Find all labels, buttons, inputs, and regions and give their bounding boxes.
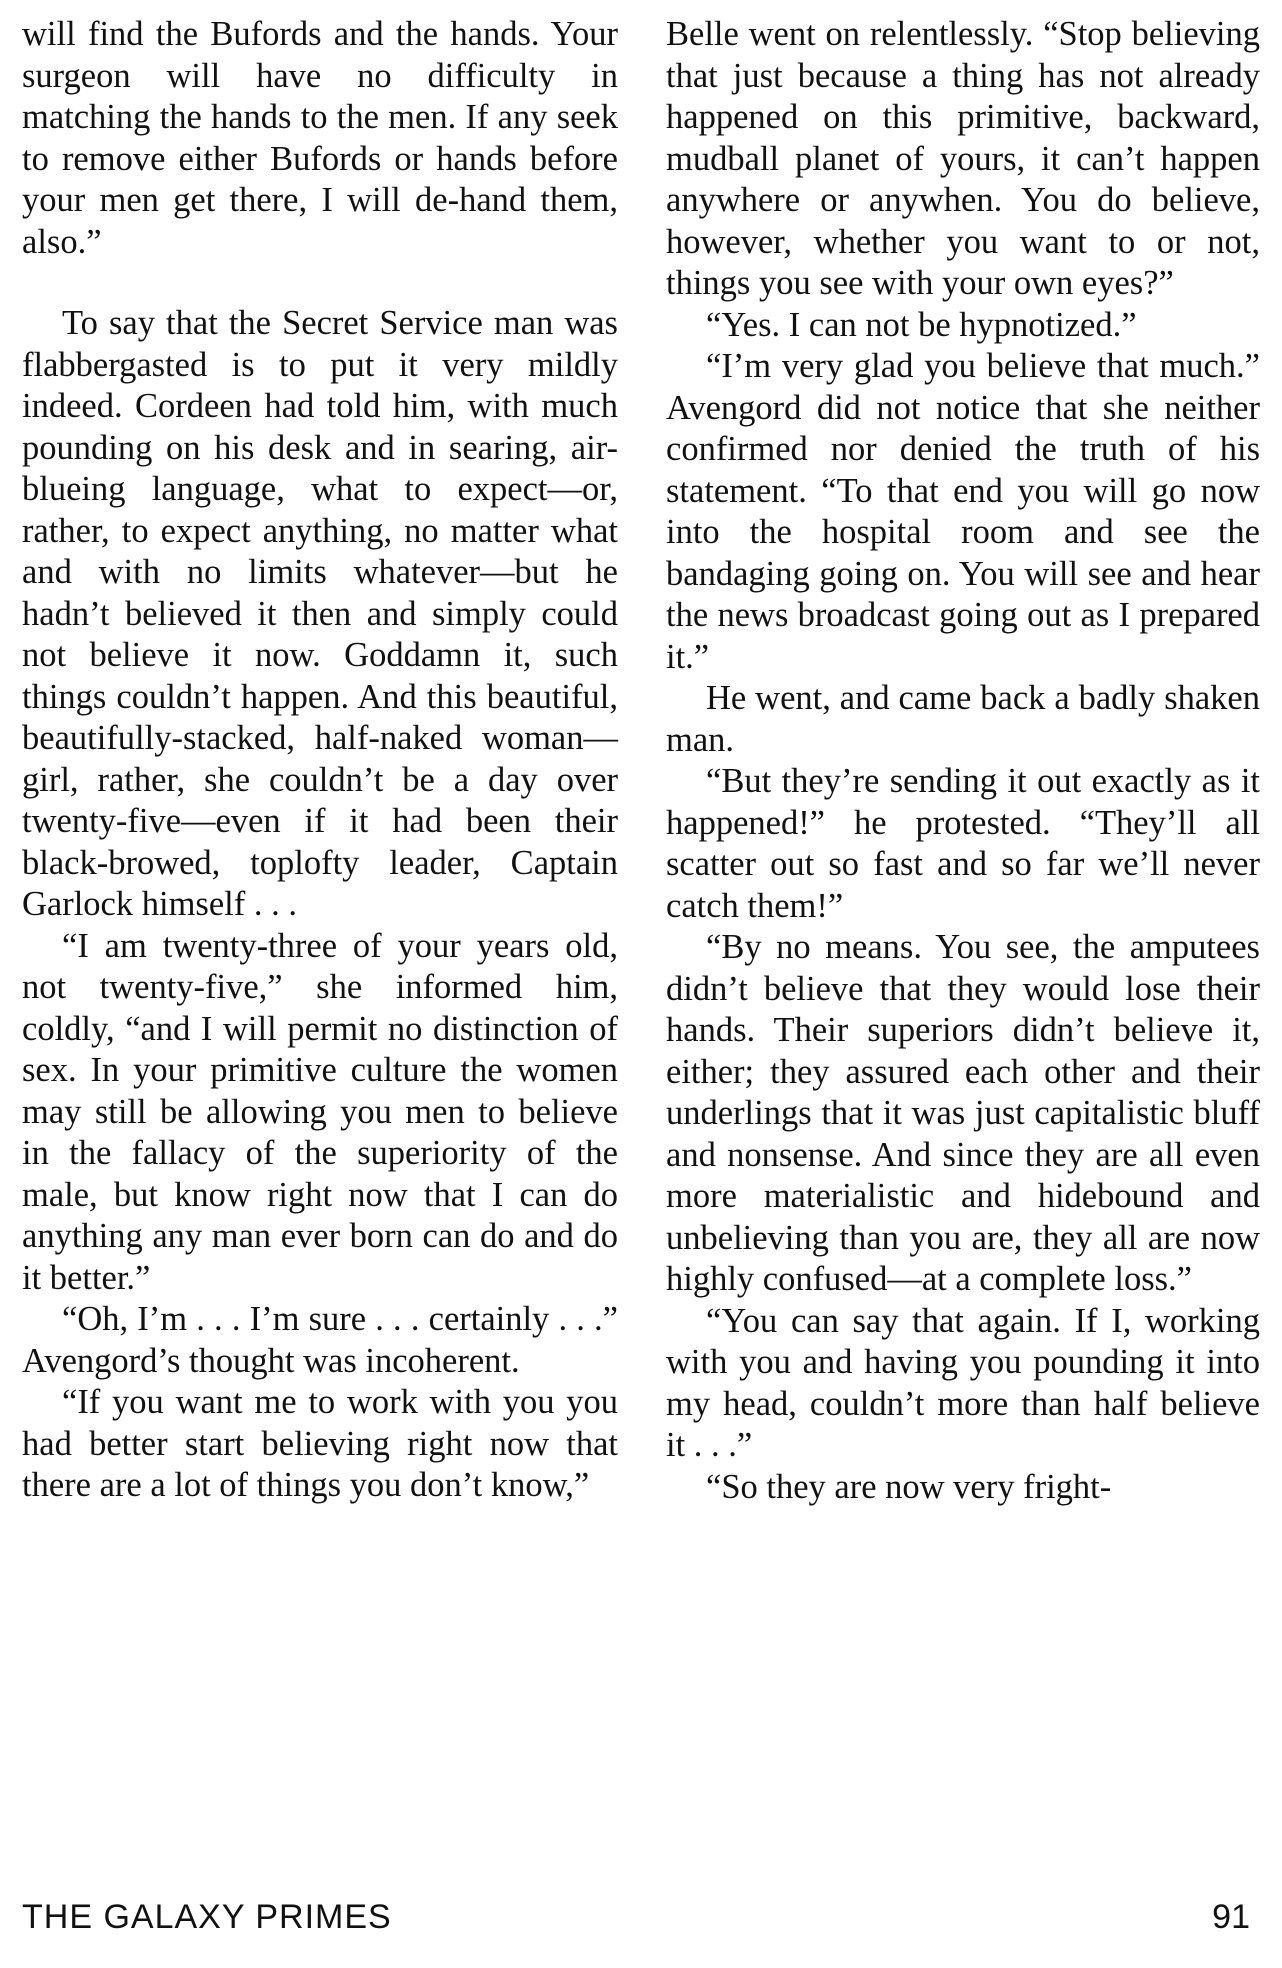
paragraph: To say that the Secret Service man was flabbergasted is to put it very mildly indeed. Cordeen had told him, with much pounding on his desk and in searing, air-blueing language, what to expect—or, rather, to expect anything, no matter what and with no limits whatever—but he hadn’t believed it then and simply could not believe it now. Goddamn it, such things couldn’t happen. And this beautiful, beautifully-stacked, half-naked woman—girl, rather, she couldn’t be a day over twenty-five—even if it had been their black-browed, toplofty leader, Captain Garlock himself . . . — [22, 304, 618, 923]
paragraph: “Yes. I can not be hypnotized.” — [706, 305, 1137, 344]
paragraph: “I’m very glad you believe that much.” Avengord did not notice that she neither confirmed nor denied the truth of his statement. “To that end you will go now into the hospital room and see the bandaging going on. You will see and hear the news broadcast going out as I prepared it.” — [666, 347, 1260, 676]
paragraph: Belle went on relentlessly. “Stop believing that just because a thing has not already happened on this primitive, backward, mudball planet of yours, it can’t happen anywhere or anywhen. You do believe, however, whether you want to or not, things you see with your own eyes?” — [666, 15, 1260, 302]
paragraph: “By no means. You see, the amputees didn’t believe that they would lose their hands. Their superiors didn’t believe it, either; they assured each other and their underlings that it was just capitalistic bluff and nonsense. And since they are all even more materialistic and hidebound and unbelieving than you are, they all are now highly confused—at a complete loss.” — [666, 928, 1260, 1298]
running-head: THE GALAXY PRIMES — [22, 1898, 392, 1936]
paragraph: “If you want me to work with you you had better start believing right now that there are a lot of things you don’t know,” — [22, 1383, 618, 1504]
paragraph: “You can say that again. If I, working with you and having you pounding it into my head, couldn’t more than half believe it . . .” — [666, 1301, 1260, 1464]
paragraph: “Oh, I’m . . . I’m sure . . . certainly . . .” Avengord’s thought was incoherent. — [22, 1300, 618, 1380]
paragraph: will find the Bufords and the hands. Your surgeon will have no difficulty in matching the hands to the men. If any seek to remove either Bufords or hands before your men get there, I will de-hand them, also.” — [22, 15, 618, 261]
page-footer — [0, 1898, 1282, 1948]
left-column — [22, 14, 618, 1507]
paragraph: “I am twenty-three of your years old, not twenty-five,” she informed him, coldly, “and I will permit no distinction of sex. In your primitive culture the women may still be allowing you men to believe in the fallacy of the superiority of the male, but know right now that I can do anything any man ever born can do and do it better.” — [22, 926, 618, 1297]
right-column — [666, 14, 1260, 1508]
paragraph: He went, and came back a badly shaken man. — [666, 679, 1260, 759]
paragraph: “But they’re sending it out exactly as it happened!” he protested. “They’ll all scatter out so fast and so far we’ll never catch them!” — [666, 762, 1260, 925]
page-number: 91 — [1212, 1898, 1250, 1936]
paragraph: “So they are now very fright- — [706, 1467, 1112, 1506]
